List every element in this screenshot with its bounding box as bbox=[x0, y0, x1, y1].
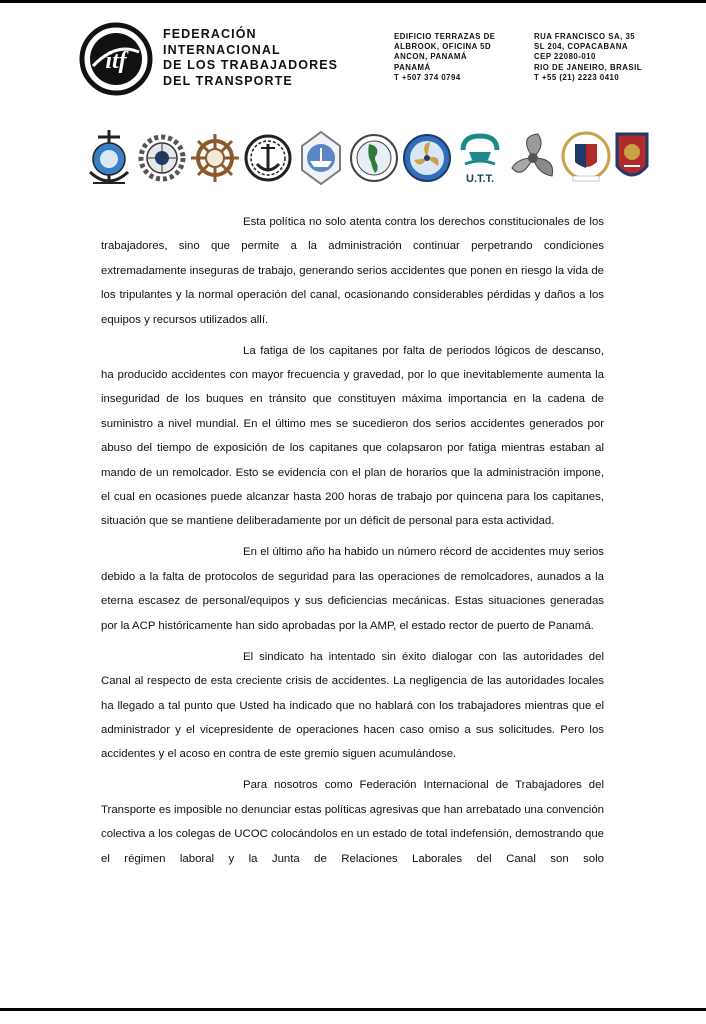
org-name-line: DE LOS TRABAJADORES bbox=[163, 58, 339, 72]
address-line: RIO DE JANEIRO, BRASIL bbox=[534, 62, 643, 72]
propeller-seal-icon bbox=[402, 128, 452, 188]
address-line: SL 204, COPACABANA bbox=[534, 42, 629, 52]
address-line: RUA FRANCISCO SA, 35 bbox=[534, 32, 636, 41]
americas-map-seal-icon bbox=[349, 128, 399, 188]
address-panama bbox=[394, 32, 495, 83]
address-line: EDIFICIO TERRAZAS DE bbox=[394, 32, 496, 41]
address-line: ALBROOK, OFICINA 5D bbox=[394, 42, 492, 52]
paragraph bbox=[101, 540, 604, 638]
address-line: ANCON, PANAMÁ bbox=[394, 52, 468, 62]
utt-logo-icon bbox=[455, 128, 505, 188]
anchor-emblem-icon bbox=[84, 128, 134, 188]
paragraph bbox=[101, 210, 604, 332]
paragraph-text: Esta política no solo atenta contra los derechos constitucionales de los trabajadores, sino que permite a la administración continuar perpetrando condiciones extremadamente inseguras de trabajo, generando serios accidentes que ponen en riesgo la vida de los tripulantes y la normal operación del canal, ocasionando considerables pérdidas y daños a los equipos y recursos utilizados allí. bbox=[101, 216, 604, 326]
red-shield-seal-icon bbox=[614, 128, 650, 188]
address-brasil bbox=[534, 32, 642, 83]
utt-label: U.T.T. bbox=[465, 173, 495, 185]
itf-logo-text: itf bbox=[105, 48, 127, 74]
address-line: PANAMÁ bbox=[394, 62, 431, 72]
ship-seal-emblem-icon bbox=[296, 128, 346, 188]
paragraph-text: La fatiga de los capitanes por falta de periodos lógicos de descanso, ha producido accidentes con mayor frecuencia y gravedad, por lo que inevitablemente aumenta la inseguridad de los buques en tránsito que constituyen máxima importancia en la cadena de suministro a nivel mundial. En el último mes se sucedieron dos serios accidentes generados por abuso del tiempo de exposición de los capitanes que colapsaron por fatiga mientras estaban al mando de un remolcador. Esto se evidencia con el plan de horarios que la administración impone, el cual en ocasiones puede alcanzar hasta 200 horas de trabajo por quincena para los capitanes, situación que se mantiene deliberadamente por un déficit de personal para esta actividad. bbox=[101, 344, 604, 528]
letter-body bbox=[101, 210, 604, 878]
paragraph-text: Para nosotros como Federación Internacional de Trabajadores del Transporte es imposible no denunciar estas políticas agresivas que han arrebatado una convención colectiva a los colegas de UCOC colocándolos en un estado de total indefensión, demostrando que el régimen laboral y la Junta de Relaciones Laborales del Canal son solo bbox=[101, 779, 604, 865]
ship-wheel-emblem-icon bbox=[190, 128, 240, 188]
propeller-blade-icon bbox=[508, 128, 558, 188]
paragraph-text: En el último año ha habido un número récord de accidentes muy serios debido a la falta de protocolos de seguridad para las operaciones de remolcadores, aunados a la eterna escasez de personal/equipos y sus deficiencias mecánicas. Estas situaciones generadas por la ACP históricamente han sido aprobadas por la AMP, el estado rector de puerto de Panamá. bbox=[101, 546, 604, 632]
top-border-line bbox=[0, 0, 706, 3]
org-name-line: DEL TRANSPORTE bbox=[163, 73, 293, 88]
gear-wheel-emblem-icon bbox=[137, 128, 187, 188]
organization-name bbox=[163, 27, 338, 89]
address-line: T +507 374 0794 bbox=[394, 72, 461, 82]
org-name-line: INTERNACIONAL bbox=[163, 42, 281, 57]
org-name-line: FEDERACIÓN bbox=[163, 27, 257, 41]
address-line: T +55 (21) 2223 0410 bbox=[534, 72, 620, 82]
paragraph-text: El sindicato ha intentado sin éxito dialogar con las autoridades del Canal al respecto de esta creciente crisis de accidentes. La negligencia de las autoridades locales ha llegado a tal punto que Usted ha indicado que no hablará con los trabajadores mientras que el administrador y el vicepresidente de operaciones hacen caso omiso a sus solicitudes. Pero los accidentes y el acoso en contra de este gremio siguen acumulándose. bbox=[101, 650, 604, 761]
helm-anchor-emblem-icon bbox=[243, 128, 293, 188]
address-line: CEP 22080-010 bbox=[534, 52, 596, 62]
shield-seal-icon bbox=[561, 128, 611, 188]
paragraph bbox=[101, 773, 604, 871]
itf-logo-icon bbox=[79, 22, 153, 96]
union-emblems-row bbox=[80, 128, 640, 190]
bottom-border-line bbox=[0, 1008, 706, 1011]
paragraph bbox=[101, 645, 604, 767]
paragraph bbox=[101, 339, 604, 534]
